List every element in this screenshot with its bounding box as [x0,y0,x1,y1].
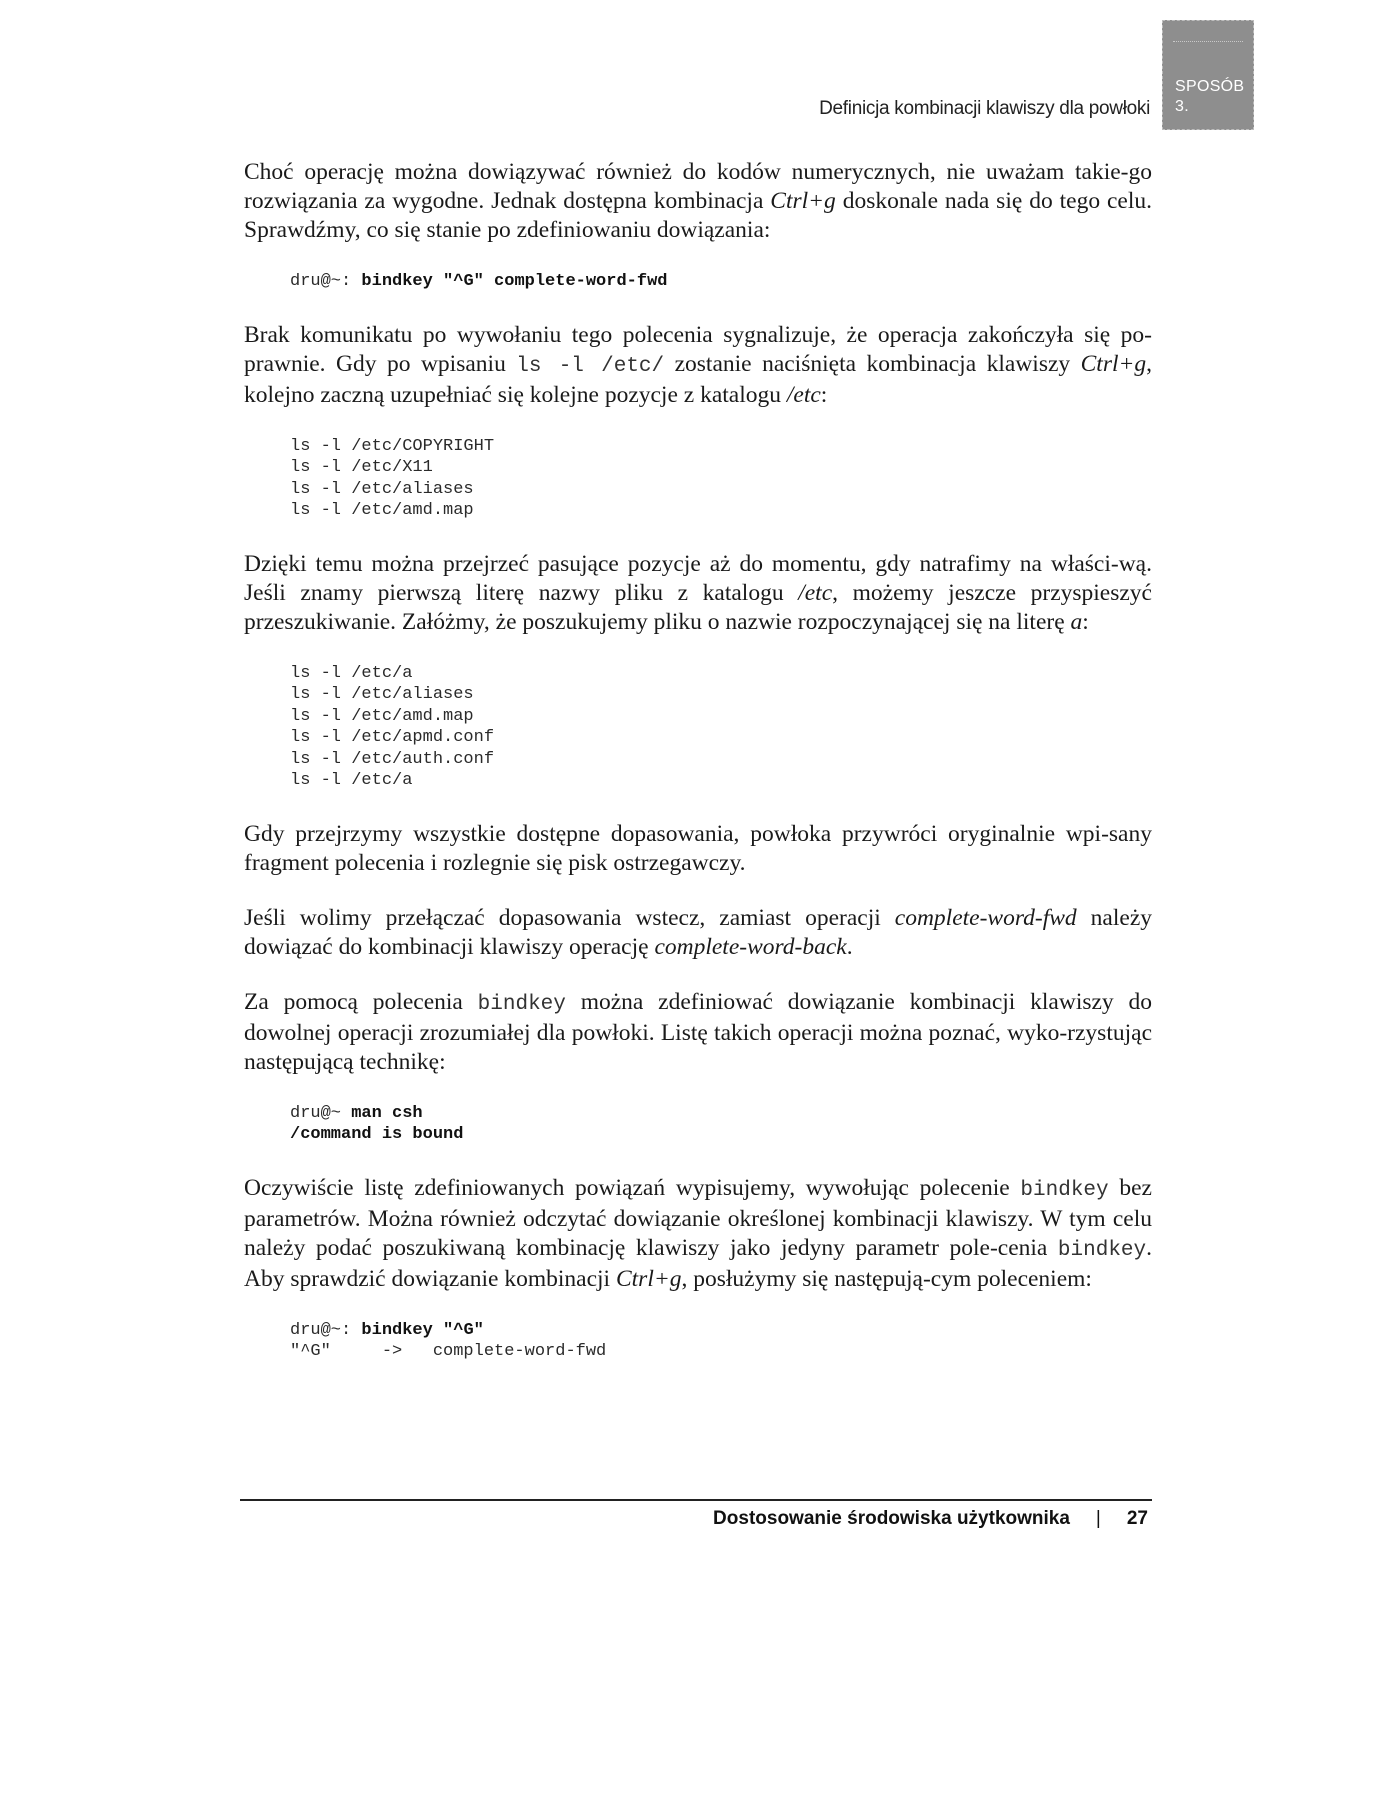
code-block-1 [290,271,1152,293]
text: Za pomocą polecenia [244,988,478,1015]
paragraph-5 [244,904,1152,962]
prompt: dru@~: [290,272,362,291]
command: man csh [351,1103,423,1123]
command: /command is bound [290,1125,464,1144]
paragraph-3 [244,550,1152,637]
path: /etc [786,381,821,408]
text: Gdy przejrzymy wszystkie dostępne dopasowania, powłoka przywróci oryginalnie wpi-sany fragment polecenia i rozlegnie się pisk ostrzegawczy. [244,820,1152,876]
text: można zdefiniować dowiązanie kombinacji klawiszy do dowolnej operacji zrozumiałej dla powłoki. Listę takich operacji można poznać, wyko-rzystując następującą technikę: [244,988,1152,1075]
paragraph-6 [244,988,1152,1077]
text: . [846,933,853,960]
text: , kolejno zaczną uzupełniać się kolejne pozycje z katalogu [244,350,1152,408]
text: , możemy jeszcze przyspieszyć przeszukiwanie. Załóżmy, że poszukujemy pliku o nazwie rozpoczynającej się na literę [244,579,1152,635]
chapter-tab [1162,20,1254,130]
code-line: ls -l /etc/a [290,663,413,683]
page-number: 27 [1126,1508,1148,1529]
inline-code: bindkey [477,992,566,1016]
tab-label [1175,77,1244,117]
text: Oczywiście listę zdefiniowanych powiązań wypisujemy, wywołując polecenie [244,1174,1021,1201]
running-header-title: Definicja kombinacji klawiszy dla powłoki [819,98,1150,119]
paragraph-2 [244,321,1152,410]
code-block-3 [290,663,1152,792]
text: doskonale nada się do tego celu. Sprawdźmy, co się stanie po zdefiniowaniu dowiązania: [244,188,1152,243]
code-line: ls -l /etc/aliases [290,479,474,499]
paragraph-4 [244,820,1152,878]
path: /etc [798,579,833,606]
code-line: ls -l /etc/auth.conf [290,749,495,769]
code-line: ls -l /etc/amd.map [290,706,474,726]
letter: a [1070,608,1083,635]
text: należy dowiązać do kombinacji klawiszy operację [244,904,1152,960]
tab-label-word: SPOSÓB [1175,78,1245,95]
code-block-2 [290,436,1152,522]
text: Jeśli wolimy przełączać dopasowania wstecz, zamiast operacji [244,904,895,931]
inline-code: ls -l /etc/ [516,354,665,378]
code-block-5 [290,1320,1152,1363]
code-line [290,1124,1152,1146]
tab-label-number: 3. [1175,98,1189,115]
command: bindkey "^G" [361,1320,484,1340]
paragraph-1 [244,158,1152,245]
text: . Aby sprawdzić dowiązanie kombinacji [244,1234,1152,1292]
text: Choć operację można dowiązywać również do kodów numerycznych, nie uważam takie-go rozwiązania za wygodne. Jednak dostępna kombinacja [244,159,1152,214]
command: bindkey "^G" complete-word-fwd [361,272,668,291]
keyboard-shortcut: Ctrl+g [770,188,836,214]
code-line: ls -l /etc/aliases [290,685,474,704]
code-line: ls -l /etc/amd.map [290,501,474,520]
page-footer [713,1508,1148,1530]
text: , posłużymy się następują-cym poleceniem: [681,1265,1092,1292]
tab-dotted-line [1173,41,1243,42]
text: Brak komunikatu po wywołaniu tego polecenia sygnalizuje, że operacja zakończyła się po-prawnie. Gdy po wpisaniu [244,321,1152,377]
code-line: ls -l /etc/COPYRIGHT [290,436,495,456]
operation-name: complete-word-back [654,933,847,960]
footer-chapter-title: Dostosowanie środowiska użytkownika [713,1508,1070,1529]
code-line [290,1103,1152,1125]
prompt: dru@~ [290,1103,352,1123]
paragraph-7 [244,1174,1152,1294]
inline-code: bindkey [1057,1238,1147,1262]
code-line: "^G" -> complete-word-fwd [290,1342,607,1361]
footer-rule [240,1499,1152,1501]
code-line: ls -l /etc/apmd.conf [290,728,495,747]
text: bez parametrów. Można również odczytać dowiązanie określonej kombinacji klawiszy. W tym celu należy podać poszukiwaną kombinację klawiszy jako jedyny parametr pole-cenia [244,1174,1152,1261]
text: Dzięki temu można przejrzeć pasujące pozycje aż do momentu, gdy natrafimy na właści-wą. Jeśli znamy pierwszą literę nazwy pliku z katalogu [244,550,1152,606]
footer-separator: | [1095,1508,1101,1529]
text: : [1082,608,1089,635]
text: : [820,381,828,408]
operation-name: complete-word-fwd [894,904,1077,931]
code-line [290,271,1152,293]
code-line: ls -l /etc/a [290,771,413,790]
code-line [290,1320,1152,1342]
keyboard-shortcut: Ctrl+g [1080,350,1147,377]
page-body [244,158,1152,1391]
keyboard-shortcut: Ctrl+g [615,1265,682,1292]
text: zostanie naciśnięta kombinacja klawiszy [664,350,1081,377]
prompt: dru@~: [290,1320,362,1340]
code-line: ls -l /etc/X11 [290,458,433,477]
code-block-4 [290,1103,1152,1146]
inline-code: bindkey [1020,1178,1109,1202]
